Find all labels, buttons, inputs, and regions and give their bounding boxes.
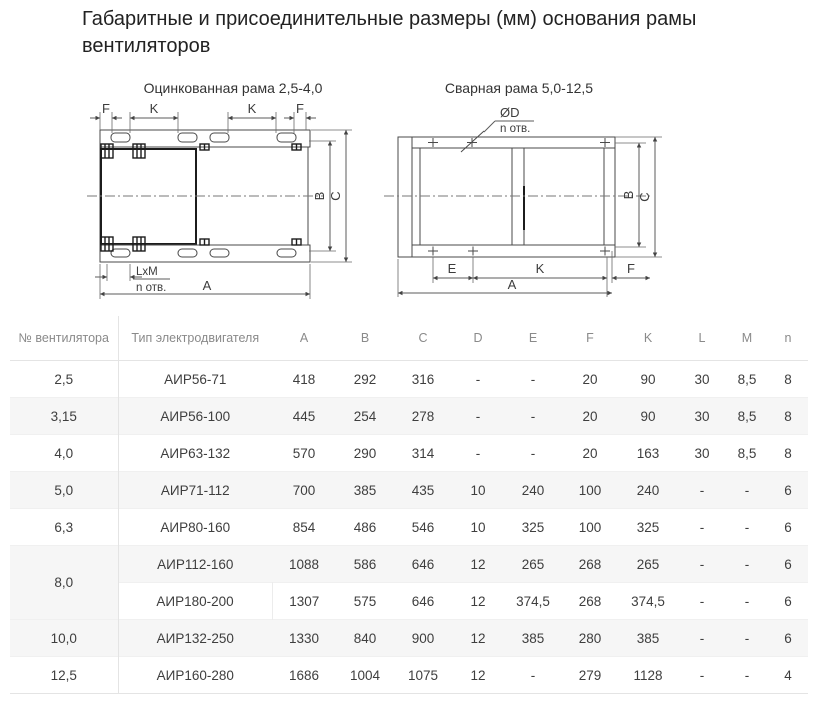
dim-value-cell: 325 bbox=[521, 519, 545, 535]
dim-value-cell: 570 bbox=[292, 445, 316, 461]
dim-value-cell: - bbox=[744, 667, 750, 683]
dim-label-a-left: A bbox=[202, 278, 212, 293]
dim-value-cell: 6 bbox=[768, 620, 808, 657]
dim-value-cell: - bbox=[699, 519, 705, 535]
dim-value-cell: 268 bbox=[578, 593, 602, 609]
motor-type-cell: АИР56-71 bbox=[164, 371, 227, 387]
dim-value-cell: - bbox=[452, 398, 504, 435]
table-row bbox=[10, 398, 808, 435]
motor-type-cell: АИР112-160 bbox=[118, 546, 272, 583]
dim-value-cell: 435 bbox=[394, 472, 452, 509]
table-row bbox=[10, 509, 808, 546]
dim-value-cell: 30 bbox=[694, 445, 710, 461]
dim-value-cell: 1128 bbox=[633, 667, 663, 683]
page-title: Габаритные и присоединительные размеры (мм) основания рамы вентиляторов bbox=[82, 8, 697, 57]
dim-value-cell: - bbox=[699, 667, 705, 683]
table-row bbox=[10, 657, 808, 694]
motor-type-cell: АИР56-100 bbox=[118, 398, 272, 435]
hole-label-n-otv-right: n отв. bbox=[500, 123, 531, 135]
dim-value-cell: - bbox=[475, 371, 481, 387]
dim-label-c-welded: C bbox=[637, 192, 652, 202]
dim-value-cell: 6 bbox=[768, 472, 808, 509]
dim-value-cell: 374,5 bbox=[631, 593, 665, 609]
table-row bbox=[10, 435, 808, 472]
dim-value-cell: - bbox=[726, 472, 768, 509]
galvanized-frame-bolts bbox=[101, 144, 301, 251]
col-header-n: n bbox=[768, 316, 808, 361]
col-header-fan-number: № вентилятора bbox=[10, 316, 118, 361]
dim-value-cell: - bbox=[678, 620, 726, 657]
dim-value-cell: 268 bbox=[562, 546, 618, 583]
dim-label-k-left: K bbox=[149, 101, 159, 116]
dim-value-cell: 8,5 bbox=[737, 371, 757, 387]
table-row bbox=[10, 472, 808, 509]
dim-label-b: B bbox=[312, 191, 327, 201]
hole-label-diameter: ØD bbox=[500, 105, 520, 120]
table-header-row bbox=[10, 316, 808, 361]
fan-size-cell: 6,3 bbox=[10, 509, 118, 546]
dim-value-cell: 445 bbox=[272, 398, 336, 435]
dim-value-cell: - bbox=[678, 472, 726, 509]
dim-value-cell: 900 bbox=[394, 620, 452, 657]
drawing-welded-frame bbox=[384, 80, 662, 297]
col-header-f: F bbox=[562, 316, 618, 361]
dim-value-cell: 292 bbox=[353, 371, 377, 387]
dim-value-cell: 385 bbox=[618, 620, 678, 657]
table-row bbox=[10, 361, 808, 398]
welded-frame-outline bbox=[384, 137, 650, 257]
drawings-canvas bbox=[0, 75, 818, 317]
col-header-d: D bbox=[452, 316, 504, 361]
dim-value-cell: 1686 bbox=[288, 667, 320, 683]
fan-size-cell: 5,0 bbox=[10, 472, 118, 509]
table-row bbox=[10, 583, 808, 620]
drawing-galvanized-frame bbox=[87, 80, 352, 299]
dim-value-cell: 240 bbox=[618, 472, 678, 509]
dim-label-f-right: F bbox=[296, 101, 304, 116]
dim-value-cell: 280 bbox=[562, 620, 618, 657]
fan-size-cell: 12,5 bbox=[10, 657, 118, 694]
col-header-m: M bbox=[726, 316, 768, 361]
dim-value-cell: - bbox=[678, 546, 726, 583]
dim-value-cell: 265 bbox=[618, 546, 678, 583]
dim-value-cell: 6 bbox=[784, 519, 792, 535]
dim-value-cell: 100 bbox=[562, 472, 618, 509]
motor-type-cell: АИР132-250 bbox=[118, 620, 272, 657]
dim-value-cell: 20 bbox=[582, 371, 598, 387]
dim-value-cell: 290 bbox=[353, 445, 377, 461]
motor-type-cell: АИР180-200 bbox=[118, 583, 272, 620]
dim-label-f-welded: F bbox=[627, 261, 635, 276]
dim-value-cell: 385 bbox=[336, 472, 394, 509]
dim-value-cell: - bbox=[699, 593, 705, 609]
col-header-c: C bbox=[394, 316, 452, 361]
dim-value-cell: - bbox=[530, 667, 536, 683]
dim-value-cell: 1330 bbox=[272, 620, 336, 657]
dim-value-cell: 854 bbox=[292, 519, 316, 535]
dim-value-cell: 8 bbox=[784, 371, 792, 387]
motor-type-cell: АИР80-160 bbox=[160, 519, 231, 535]
dim-value-cell: 325 bbox=[636, 519, 660, 535]
dim-value-cell: 1307 bbox=[289, 593, 320, 609]
dim-value-cell: - bbox=[726, 620, 768, 657]
dim-value-cell: 240 bbox=[504, 472, 562, 509]
dim-value-cell: 10 bbox=[452, 472, 504, 509]
dim-value-cell: 646 bbox=[394, 546, 452, 583]
hole-label-lxm: LxM bbox=[136, 266, 158, 278]
dim-label-e: E bbox=[447, 261, 457, 276]
dim-value-cell: 12 bbox=[470, 667, 486, 683]
dim-value-cell: - bbox=[726, 546, 768, 583]
dim-value-cell: 12 bbox=[452, 546, 504, 583]
dim-value-cell: 646 bbox=[411, 593, 435, 609]
dim-label-k-welded: K bbox=[535, 261, 545, 276]
dim-value-cell: 8,5 bbox=[726, 398, 768, 435]
dim-value-cell: 90 bbox=[618, 398, 678, 435]
dim-value-cell: 100 bbox=[578, 519, 602, 535]
dim-value-cell: 1088 bbox=[272, 546, 336, 583]
dim-value-cell: 418 bbox=[292, 371, 316, 387]
col-header-b: B bbox=[336, 316, 394, 361]
dim-value-cell: 316 bbox=[411, 371, 435, 387]
col-header-a: A bbox=[272, 316, 336, 361]
dim-value-cell: 163 bbox=[636, 445, 660, 461]
dim-value-cell: 8 bbox=[768, 398, 808, 435]
dim-label-a-welded: A bbox=[507, 277, 517, 292]
dim-value-cell: 254 bbox=[336, 398, 394, 435]
dim-value-cell: 265 bbox=[504, 546, 562, 583]
dim-value-cell: 12 bbox=[452, 620, 504, 657]
dim-value-cell: 1075 bbox=[407, 667, 439, 683]
fan-size-cell: 3,15 bbox=[10, 398, 118, 435]
col-header-k: K bbox=[618, 316, 678, 361]
dim-value-cell: 374,5 bbox=[516, 593, 550, 609]
fan-size-cell: 10,0 bbox=[10, 620, 118, 657]
dim-value-cell: - bbox=[744, 519, 750, 535]
col-header-motor-type: Тип электродвигателя bbox=[118, 316, 272, 361]
hole-label-n-otv-left: n отв. bbox=[136, 282, 167, 294]
dim-value-cell: - bbox=[744, 593, 750, 609]
fan-size-cell: 2,5 bbox=[10, 361, 118, 398]
dim-value-cell: - bbox=[530, 371, 536, 387]
dim-value-cell: 1004 bbox=[349, 667, 381, 683]
fan-size-cell: 4,0 bbox=[10, 435, 118, 472]
table-header bbox=[10, 316, 808, 361]
dim-value-cell: 8 bbox=[784, 445, 792, 461]
table-row bbox=[10, 546, 808, 583]
motor-type-cell: АИР160-280 bbox=[156, 667, 234, 683]
dimensions-table bbox=[10, 316, 808, 694]
dim-label-c: C bbox=[328, 191, 343, 201]
motor-type-cell: АИР71-112 bbox=[118, 472, 272, 509]
dim-value-cell: - bbox=[530, 445, 536, 461]
dim-value-cell: 6 bbox=[784, 593, 792, 609]
dim-value-cell: 385 bbox=[504, 620, 562, 657]
dim-value-cell: 20 bbox=[562, 398, 618, 435]
dim-value-cell: 575 bbox=[353, 593, 377, 609]
dim-value-cell: - bbox=[475, 445, 481, 461]
table-row bbox=[10, 620, 808, 657]
dim-value-cell: 10 bbox=[470, 519, 486, 535]
table-body bbox=[10, 361, 808, 694]
dim-value-cell: 278 bbox=[394, 398, 452, 435]
dim-value-cell: 8,5 bbox=[737, 445, 757, 461]
dim-value-cell: 700 bbox=[272, 472, 336, 509]
fan-size-cell: 8,0 bbox=[10, 546, 118, 620]
dim-value-cell: 30 bbox=[694, 371, 710, 387]
dim-value-cell: 314 bbox=[411, 445, 435, 461]
dim-value-cell: 546 bbox=[411, 519, 435, 535]
technical-drawings bbox=[0, 75, 818, 317]
dim-value-cell: 12 bbox=[470, 593, 486, 609]
drawing-title-welded: Сварная рама 5,0-12,5 bbox=[444, 80, 594, 96]
dim-value-cell: 30 bbox=[678, 398, 726, 435]
col-header-e: E bbox=[504, 316, 562, 361]
col-header-l: L bbox=[678, 316, 726, 361]
dim-value-cell: 840 bbox=[336, 620, 394, 657]
galvanized-dimensions bbox=[90, 101, 352, 299]
dim-value-cell: 6 bbox=[768, 546, 808, 583]
dim-value-cell: 279 bbox=[578, 667, 602, 683]
welded-dimensions bbox=[398, 137, 662, 297]
dim-value-cell: 586 bbox=[336, 546, 394, 583]
dim-value-cell: 90 bbox=[640, 371, 656, 387]
dim-value-cell: 486 bbox=[353, 519, 377, 535]
dim-label-k-right: K bbox=[247, 101, 257, 116]
dim-value-cell: 4 bbox=[784, 667, 792, 683]
motor-type-cell: АИР63-132 bbox=[160, 445, 231, 461]
dim-value-cell: 20 bbox=[582, 445, 598, 461]
drawing-title-galvanized: Оцинкованная рама 2,5-4,0 bbox=[143, 80, 323, 96]
dim-label-b-welded: B bbox=[621, 190, 636, 200]
dim-value-cell: - bbox=[504, 398, 562, 435]
dim-label-f-left: F bbox=[102, 101, 110, 116]
